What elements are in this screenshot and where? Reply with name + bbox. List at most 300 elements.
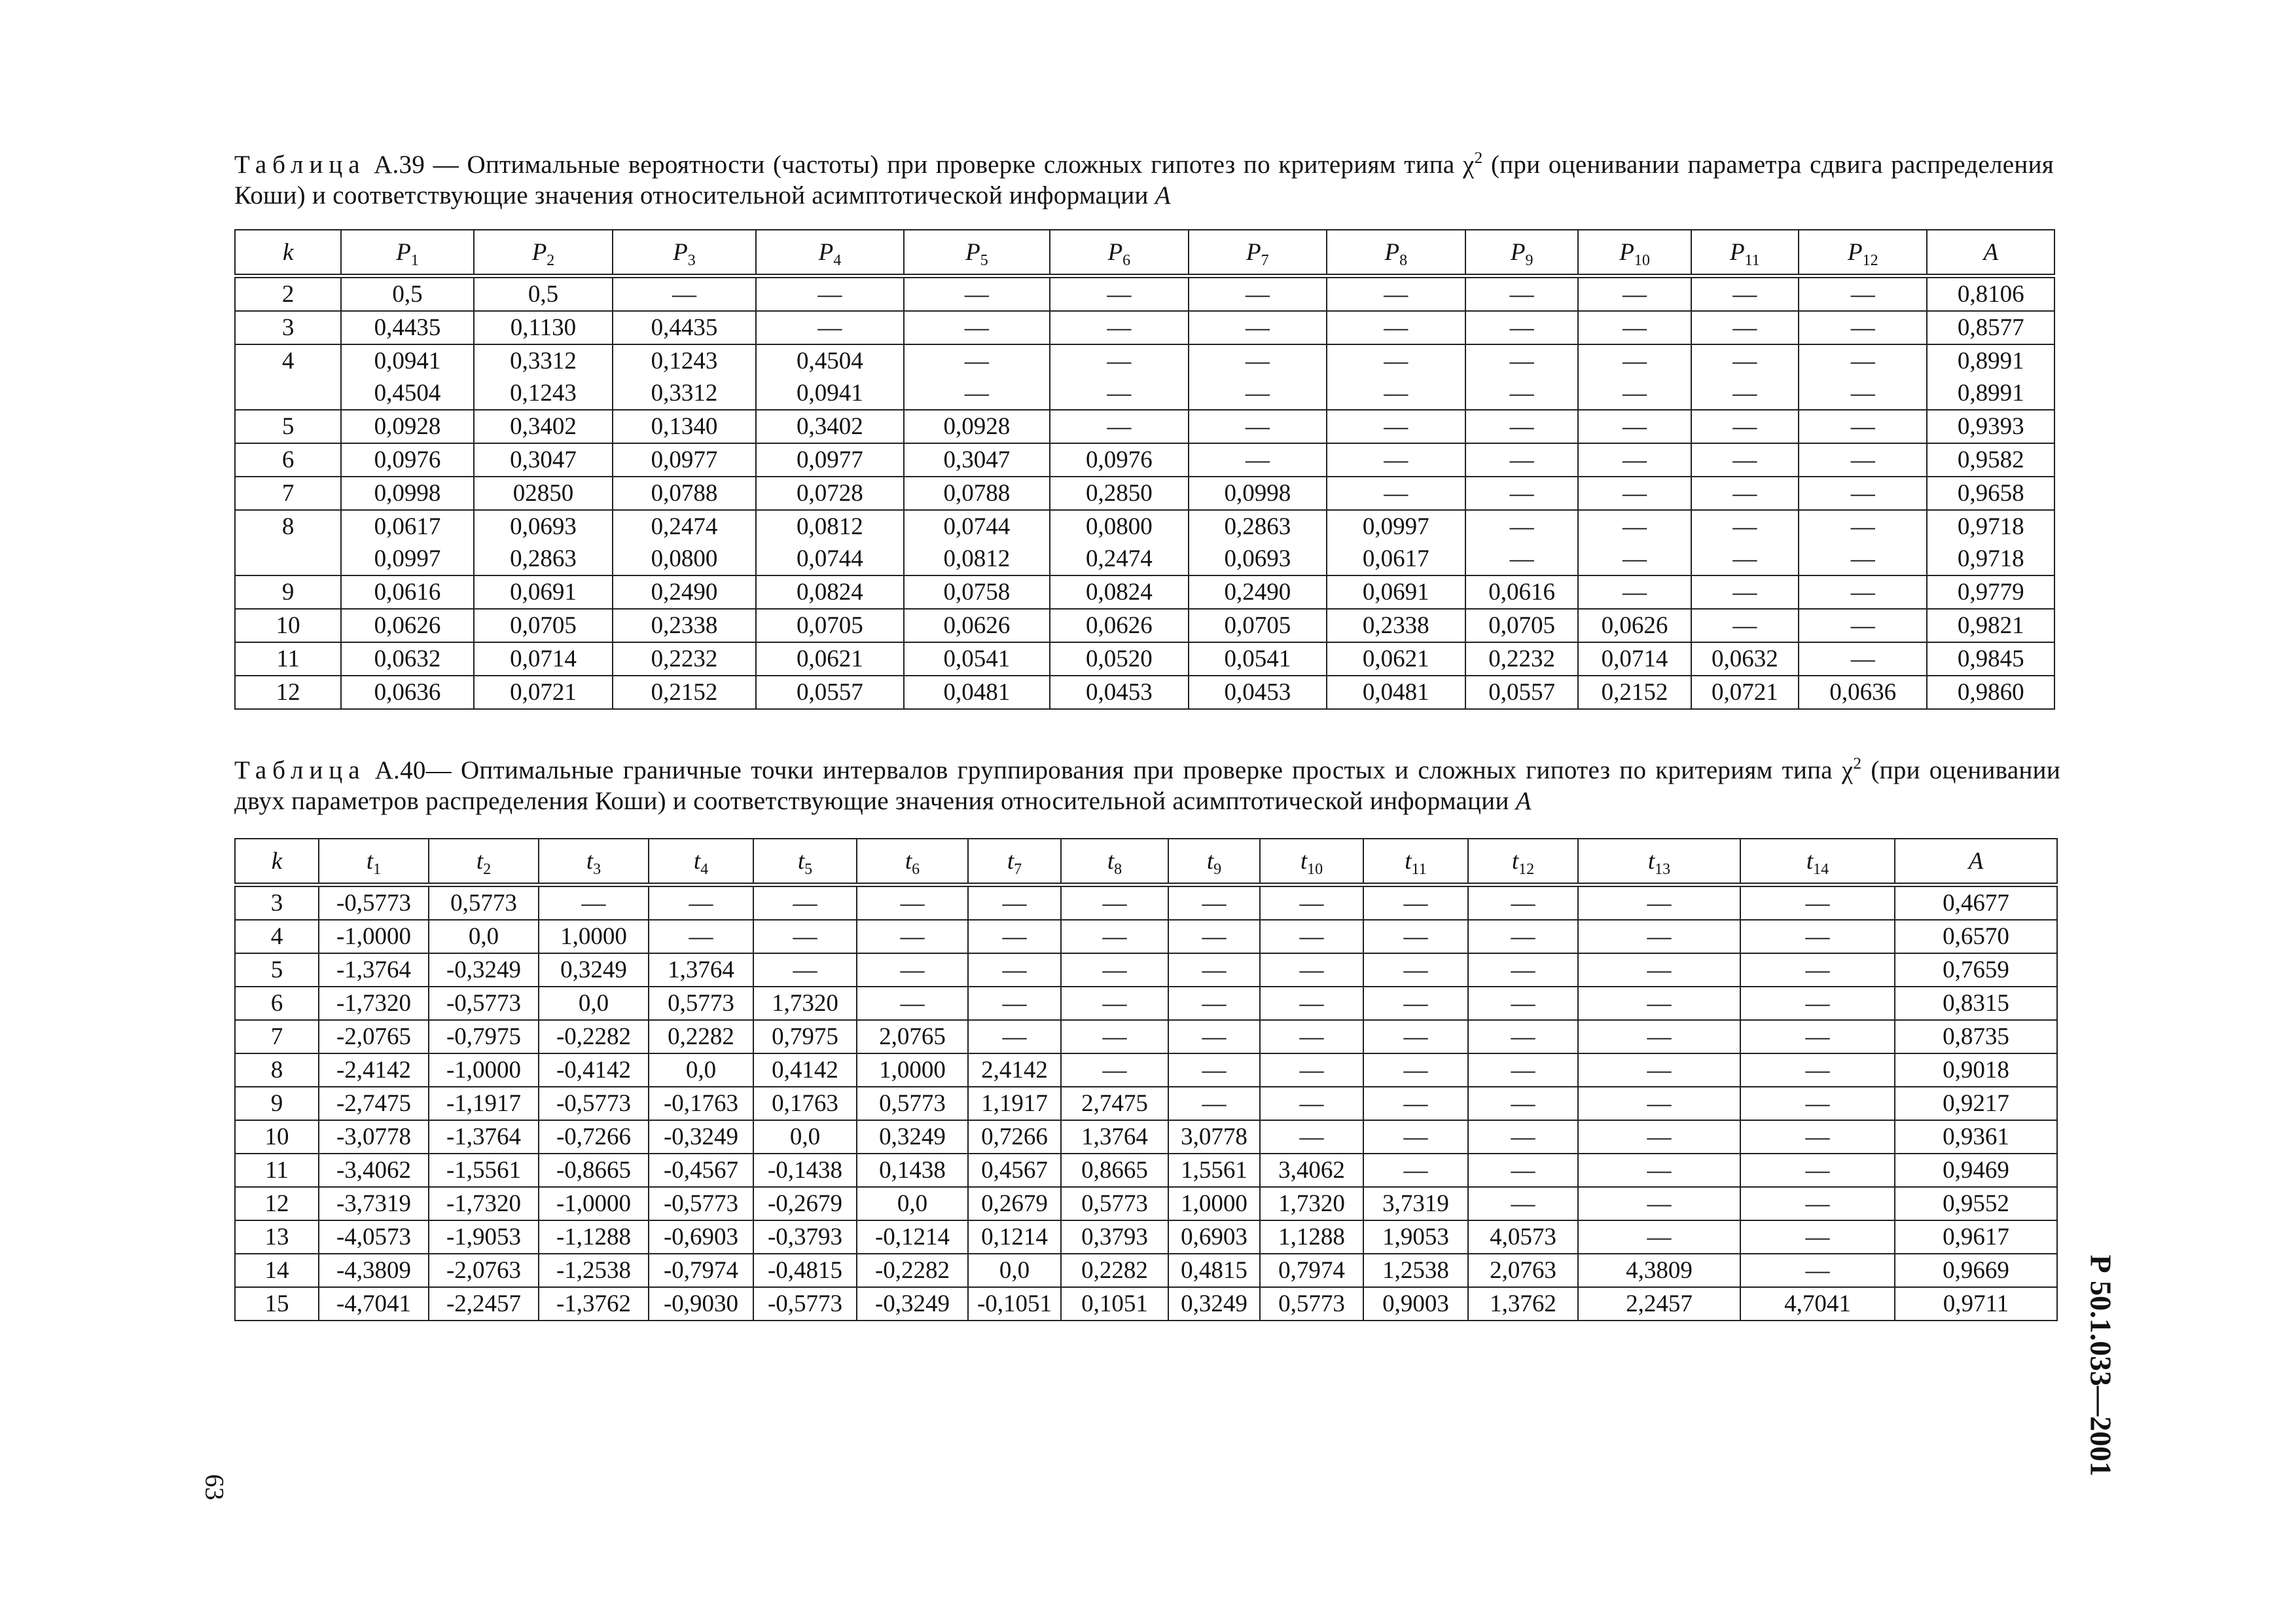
table-cell: 0,0824 (1050, 575, 1189, 609)
table-cell: -1,9053 (429, 1220, 539, 1254)
table-cell: 0,0744 (756, 543, 904, 575)
table-cell: 0,1214 (968, 1220, 1061, 1254)
table-cell: 3 (235, 311, 341, 344)
table-cell: 0,7659 (1895, 953, 2057, 987)
table-cell: — (1578, 575, 1691, 609)
table-cell: — (1363, 953, 1468, 987)
table-cell: -0,1763 (649, 1087, 753, 1120)
table-cell: — (756, 276, 904, 312)
table-cell: -2,0765 (319, 1020, 429, 1053)
table-cell: -0,3249 (857, 1287, 968, 1321)
table-cell: 1,3762 (1468, 1287, 1578, 1321)
table-cell: — (1691, 410, 1799, 443)
table-cell: 0,9821 (1927, 609, 2054, 642)
table-cell: 9 (235, 575, 341, 609)
column-header-symbol: t (476, 847, 484, 875)
table-cell: — (1189, 410, 1326, 443)
table-cell: — (1061, 1020, 1168, 1053)
table-cell: 0,2850 (1050, 477, 1189, 510)
table-cell: — (1468, 987, 1578, 1020)
column-header (1061, 839, 1168, 885)
table-cell: 0,5773 (1061, 1187, 1168, 1220)
table-cell: -4,0573 (319, 1220, 429, 1254)
table-cell: 0,0705 (474, 609, 613, 642)
table-cell: 1,1288 (1260, 1220, 1363, 1254)
table-cell: 0,9217 (1895, 1087, 2057, 1120)
column-header-symbol: t (693, 847, 701, 875)
table-cell: — (1799, 575, 1927, 609)
table-cell: — (1189, 311, 1326, 344)
table-cell (235, 543, 341, 575)
column-header (904, 230, 1049, 276)
column-header (1327, 230, 1465, 276)
table-cell: — (1363, 920, 1468, 953)
table-cell: 0,9711 (1895, 1287, 2057, 1321)
column-header-index: 4 (833, 251, 842, 269)
table-cell: — (1363, 1120, 1468, 1154)
table-cell: 12 (235, 676, 341, 709)
table-cell: 0,0 (649, 1053, 753, 1087)
table-cell: 2,2457 (1578, 1287, 1740, 1321)
table-cell: — (1578, 987, 1740, 1020)
table-cell: 0,0617 (341, 510, 473, 543)
column-header (1189, 230, 1326, 276)
column-header (319, 839, 429, 885)
table-cell: — (1740, 953, 1895, 987)
column-header-index: 8 (1114, 860, 1122, 878)
table-cell: 0,0626 (1578, 609, 1691, 642)
table-cell: -2,2457 (429, 1287, 539, 1321)
column-header-index: 12 (1518, 860, 1535, 878)
column-header-symbol: t (1647, 847, 1655, 875)
table-cell: 0,2338 (613, 609, 755, 642)
column-header-index: 6 (1122, 251, 1131, 269)
table-cell: 0,0928 (341, 410, 473, 443)
table-cell: — (857, 920, 968, 953)
table-cell: 0,0541 (1189, 642, 1326, 676)
table-cell: 0,0976 (1050, 443, 1189, 477)
table-cell: 0,0941 (756, 377, 904, 410)
column-header (1799, 230, 1927, 276)
table-cell: — (1691, 609, 1799, 642)
column-header-index: 11 (1744, 251, 1760, 269)
table-cell: 0,0758 (904, 575, 1049, 609)
table-cell: 0,4504 (341, 377, 473, 410)
table-row (235, 410, 2054, 443)
table-cell: — (1578, 477, 1691, 510)
table-cell: 0,9860 (1927, 676, 2054, 709)
table-a39 (234, 229, 2055, 710)
table-cell: 1,7320 (1260, 1187, 1363, 1220)
page-number: 63 (200, 1474, 230, 1501)
table-cell: 0,0788 (904, 477, 1049, 510)
table-cell: — (1465, 443, 1578, 477)
table-row (235, 885, 2057, 921)
column-header-symbol: t (905, 847, 912, 875)
table-cell: 0,0621 (756, 642, 904, 676)
table-cell: 0,0616 (341, 575, 473, 609)
table-cell: — (753, 953, 857, 987)
table-cell: 0,0621 (1327, 642, 1465, 676)
table-row (235, 987, 2057, 1020)
table-cell: — (1740, 920, 1895, 953)
table-cell: — (1260, 987, 1363, 1020)
caption-symbol: A (1155, 181, 1171, 210)
table-a39-caption (234, 149, 2054, 211)
column-header-index: 9 (1213, 860, 1222, 878)
table-cell: — (1691, 276, 1799, 312)
table-cell: 0,0557 (1465, 676, 1578, 709)
column-header (1895, 839, 2057, 885)
table-cell: 0,0636 (341, 676, 473, 709)
table-cell: — (753, 885, 857, 921)
table-cell: — (1578, 1187, 1740, 1220)
table-cell: 0,3312 (613, 377, 755, 410)
table-cell: — (1363, 987, 1468, 1020)
column-header (1468, 839, 1578, 885)
table-cell: 11 (235, 642, 341, 676)
column-header (1578, 839, 1740, 885)
column-header (857, 839, 968, 885)
table-cell: 1,7320 (753, 987, 857, 1020)
table-cell: — (1189, 276, 1326, 312)
table-cell: — (1363, 1020, 1468, 1053)
table-cell: 0,0812 (904, 543, 1049, 575)
table-cell: — (1578, 311, 1691, 344)
column-header-symbol: t (1007, 847, 1014, 875)
table-cell: — (1578, 377, 1691, 410)
table-cell: — (1799, 543, 1927, 575)
table-cell: — (1363, 885, 1468, 921)
table-cell: 7 (235, 477, 341, 510)
table-cell: 15 (235, 1287, 319, 1321)
table-cell: — (1578, 1120, 1740, 1154)
table-cell: — (1578, 276, 1691, 312)
table-cell: -0,3249 (429, 953, 539, 987)
table-cell: 0,0788 (613, 477, 755, 510)
table-row (235, 642, 2054, 676)
table-a40 (234, 838, 2058, 1321)
table-cell: — (1691, 543, 1799, 575)
table-cell: — (1327, 443, 1465, 477)
table-cell: 5 (235, 953, 319, 987)
table-cell: 0,0626 (341, 609, 473, 642)
table-cell: 0,1763 (753, 1087, 857, 1120)
column-header-symbol: P (1107, 238, 1123, 266)
table-cell: — (1465, 377, 1578, 410)
table-cell: — (904, 344, 1049, 377)
table-cell: 0,0693 (1189, 543, 1326, 575)
column-header-index: 2 (483, 860, 492, 878)
table-cell: -0,4567 (649, 1154, 753, 1187)
column-header (1927, 230, 2054, 276)
table-row (235, 1053, 2057, 1087)
table-cell: -2,0763 (429, 1254, 539, 1287)
table-cell: — (1260, 885, 1363, 921)
table-cell: 0,0520 (1050, 642, 1189, 676)
table-cell: 0,5773 (429, 885, 539, 921)
table-header-row (235, 230, 2054, 276)
table-cell: 0,0481 (1327, 676, 1465, 709)
table-cell: 0,4435 (341, 311, 473, 344)
table-cell: 0,0744 (904, 510, 1049, 543)
table-cell: — (1740, 1053, 1895, 1087)
table-cell: 0,2490 (613, 575, 755, 609)
table-cell: — (1363, 1154, 1468, 1187)
table-cell: 0,3402 (756, 410, 904, 443)
column-header-index: 1 (373, 860, 382, 878)
table-row (235, 1287, 2057, 1321)
column-header-index: 11 (1411, 860, 1427, 878)
table-cell: -0,4142 (539, 1053, 649, 1087)
column-header-symbol: t (797, 847, 805, 875)
table-cell: — (968, 987, 1061, 1020)
table-row (235, 676, 2054, 709)
table-body (235, 276, 2054, 710)
column-header (539, 839, 649, 885)
table-cell: -0,5773 (649, 1187, 753, 1220)
column-header (613, 230, 755, 276)
column-header-symbol: k (271, 847, 283, 875)
table-row (235, 443, 2054, 477)
table-cell: 11 (235, 1154, 319, 1187)
table-cell: — (1465, 344, 1578, 377)
table-cell: — (1465, 477, 1578, 510)
caption-label: Таблица (234, 151, 366, 179)
table-cell: — (1168, 1087, 1260, 1120)
table-cell: 0,2474 (1050, 543, 1189, 575)
table-cell: 0,0626 (1050, 609, 1189, 642)
table-cell: — (1691, 344, 1799, 377)
table-cell: — (1578, 543, 1691, 575)
table-cell: -1,3762 (539, 1287, 649, 1321)
table-cell: 0,0 (539, 987, 649, 1020)
table-cell: — (904, 276, 1049, 312)
column-header-symbol: t (1107, 847, 1115, 875)
table-cell: — (904, 311, 1049, 344)
table-cell: 8 (235, 510, 341, 543)
column-header-index: 2 (547, 251, 555, 269)
column-header-index: 5 (804, 860, 813, 878)
table-cell: — (1327, 276, 1465, 312)
table-cell: — (1691, 443, 1799, 477)
table-cell: — (1578, 344, 1691, 377)
table-cell: 0,9658 (1927, 477, 2054, 510)
column-header-symbol: A (1983, 238, 1999, 266)
table-cell: 0,9779 (1927, 575, 2054, 609)
table-cell: 3,0778 (1168, 1120, 1260, 1154)
table-cell: 0,0800 (613, 543, 755, 575)
table-cell: -0,3793 (753, 1220, 857, 1254)
caption-rest: (при оценивании параметра сдвига распределения Коши) и соответствующие значения относительной асимптотической информации (234, 151, 2054, 210)
table-cell: -0,2679 (753, 1187, 857, 1220)
table-cell: 0,9669 (1895, 1254, 2057, 1287)
table-row (235, 543, 2054, 575)
table-cell: 0,0705 (1465, 609, 1578, 642)
table-cell: 0,2282 (1061, 1254, 1168, 1287)
table-cell: -0,5773 (429, 987, 539, 1020)
caption-superscript: 2 (1853, 755, 1862, 773)
table-cell: — (1740, 1087, 1895, 1120)
table-cell: 0,3793 (1061, 1220, 1168, 1254)
table-row (235, 276, 2054, 312)
table-cell: — (1260, 1087, 1363, 1120)
table-cell: — (1327, 311, 1465, 344)
table-cell: 0,9361 (1895, 1120, 2057, 1154)
column-header-symbol: P (965, 238, 980, 266)
table-cell: 0,5 (341, 276, 473, 312)
table-cell: -0,1438 (753, 1154, 857, 1187)
table-cell: 0,9552 (1895, 1187, 2057, 1220)
column-header-index: 1 (410, 251, 419, 269)
table-cell: — (1465, 510, 1578, 543)
table-cell: 0,0721 (474, 676, 613, 709)
table-cell: 02850 (474, 477, 613, 510)
column-header-symbol: P (396, 238, 411, 266)
table-cell: 1,3764 (1061, 1120, 1168, 1154)
table-cell: 0,0481 (904, 676, 1049, 709)
table-cell: 5 (235, 410, 341, 443)
table-cell: 0,2232 (1465, 642, 1578, 676)
table-cell: — (1740, 885, 1895, 921)
table-cell (235, 377, 341, 410)
table-cell: 0,4677 (1895, 885, 2057, 921)
table-cell: 2 (235, 276, 341, 312)
table-cell: 0,0616 (1465, 575, 1578, 609)
table-cell: 0,0997 (1327, 510, 1465, 543)
table-row (235, 920, 2057, 953)
table-cell: — (1468, 1053, 1578, 1087)
table-cell: 0,3402 (474, 410, 613, 443)
table-cell: 0,0453 (1050, 676, 1189, 709)
table-cell: — (1740, 1120, 1895, 1154)
table-cell: — (1799, 510, 1927, 543)
table-cell: 0,2863 (1189, 510, 1326, 543)
table-cell: 0,9617 (1895, 1220, 2057, 1254)
table-cell: — (1260, 1053, 1363, 1087)
column-header (1465, 230, 1578, 276)
document-id: Р 50.1.033—2001 (2084, 1254, 2118, 1477)
table-cell: — (1691, 477, 1799, 510)
table-cell: 0,4815 (1168, 1254, 1260, 1287)
table-cell: — (1578, 1053, 1740, 1087)
table-cell: -3,7319 (319, 1187, 429, 1220)
table-cell: 0,7974 (1260, 1254, 1363, 1287)
table-a40-caption (234, 755, 2060, 816)
table-cell: -1,1288 (539, 1220, 649, 1254)
column-header-symbol: P (1384, 238, 1400, 266)
table-row (235, 1087, 2057, 1120)
column-header-symbol: P (1730, 238, 1745, 266)
table-cell: — (1799, 276, 1927, 312)
table-cell: 0,9469 (1895, 1154, 2057, 1187)
table-cell: — (1578, 443, 1691, 477)
table-cell: 0,3249 (1168, 1287, 1260, 1321)
table-cell: 0,2338 (1327, 609, 1465, 642)
table-cell: -0,7975 (429, 1020, 539, 1053)
table-cell: -1,0000 (319, 920, 429, 953)
table-cell: — (1691, 510, 1799, 543)
table-cell: -2,4142 (319, 1053, 429, 1087)
table-cell: 0,9582 (1927, 443, 2054, 477)
table-cell: 0,5773 (1260, 1287, 1363, 1321)
column-header-symbol: P (1847, 238, 1863, 266)
table-row (235, 311, 2054, 344)
column-header-symbol: P (1246, 238, 1261, 266)
table-cell: — (1189, 344, 1326, 377)
table-cell: — (1468, 1154, 1578, 1187)
column-header (1740, 839, 1895, 885)
table-cell: — (968, 885, 1061, 921)
table-cell: — (1050, 311, 1189, 344)
table-cell: 0,0 (968, 1254, 1061, 1287)
table-cell: 0,0977 (613, 443, 755, 477)
column-header-index: 10 (1634, 251, 1650, 269)
table-cell: -4,7041 (319, 1287, 429, 1321)
table-cell: -0,2282 (857, 1254, 968, 1287)
column-header (756, 230, 904, 276)
caption-label: Таблица (234, 756, 366, 784)
table-cell: 1,5561 (1168, 1154, 1260, 1187)
table-cell: 0,2679 (968, 1187, 1061, 1220)
column-header-symbol: P (818, 238, 834, 266)
table-cell: 0,0632 (341, 642, 473, 676)
table-cell: -0,8665 (539, 1154, 649, 1187)
table-cell: 2,7475 (1061, 1087, 1168, 1120)
table-cell: 0,6903 (1168, 1220, 1260, 1254)
table-cell: 0,0998 (341, 477, 473, 510)
table-cell: 3 (235, 885, 319, 921)
table-cell: 0,3312 (474, 344, 613, 377)
column-header-index: 4 (700, 860, 709, 878)
table-cell: 4,3809 (1578, 1254, 1740, 1287)
column-header-symbol: t (1206, 847, 1214, 875)
table-cell: 0,0 (429, 920, 539, 953)
caption-rest: (при оценивании двух параметров распределения Коши) и соответствующие значения относительной асимптотической информации (234, 756, 2060, 815)
table-cell: 0,0691 (474, 575, 613, 609)
caption-symbol: A (1515, 787, 1532, 815)
column-header (474, 230, 613, 276)
table-cell: — (1578, 953, 1740, 987)
table-cell: 0,0 (857, 1187, 968, 1220)
table-cell: 4 (235, 920, 319, 953)
table-cell: 0,0617 (1327, 543, 1465, 575)
table-cell: 1,0000 (539, 920, 649, 953)
table-cell: 0,2152 (613, 676, 755, 709)
table-cell: — (1468, 885, 1578, 921)
table-cell: — (649, 920, 753, 953)
table-cell: 0,5773 (857, 1087, 968, 1120)
table-cell: — (756, 311, 904, 344)
table-cell: 0,9718 (1927, 510, 2054, 543)
table-cell: 14 (235, 1254, 319, 1287)
column-header (649, 839, 753, 885)
table-cell: 8 (235, 1053, 319, 1087)
table-cell: 10 (235, 1120, 319, 1154)
table-cell: 0,0693 (474, 510, 613, 543)
table-cell: — (1799, 377, 1927, 410)
table-cell: -0,1051 (968, 1287, 1061, 1321)
column-header (1363, 839, 1468, 885)
table-cell: — (1740, 1154, 1895, 1187)
table-cell: 0,6570 (1895, 920, 2057, 953)
table-cell: 0,0541 (904, 642, 1049, 676)
table-cell: — (904, 377, 1049, 410)
table-cell: 0,8991 (1927, 377, 2054, 410)
table-cell: — (1061, 885, 1168, 921)
table-cell: — (1799, 642, 1927, 676)
table-row (235, 344, 2054, 377)
